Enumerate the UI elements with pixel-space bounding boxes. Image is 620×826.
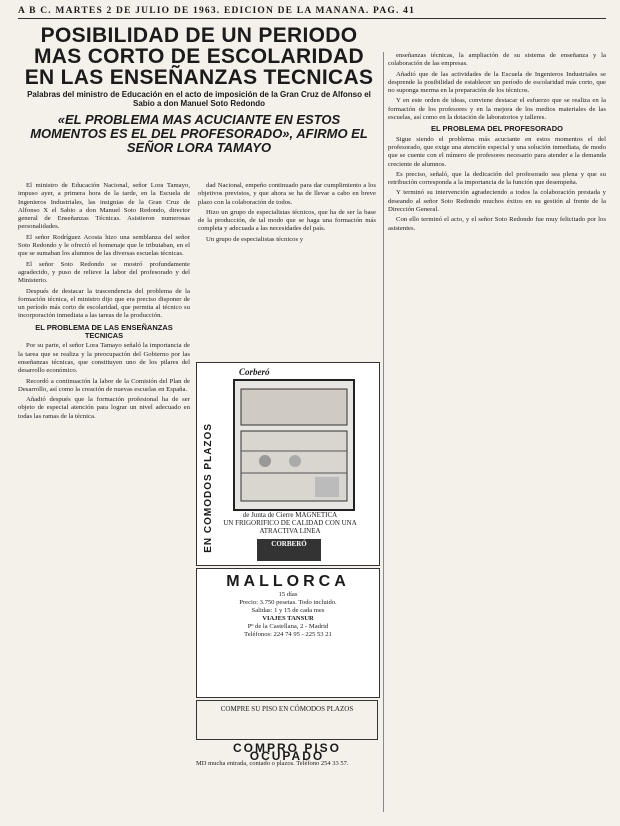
ad-brand: Corberó xyxy=(239,367,270,377)
fridge-illustration xyxy=(233,379,355,511)
quote-headline: «EL PROBLEMA MAS ACUCIANTE EN ESTOS MOMENTOS ES EL DEL PROFESORADO», AFIRMO EL SEÑOR LORA TAMAYO xyxy=(30,112,368,155)
paragraph: El ministro de Educación Nacional, señor Lora Tamayo, impuso ayer, a primera hora de la tarde, en la Escuela de Ingenieros Industriales, las insignias de la Gran Cruz de Alfonso X el Sabio a don Manuel Soto Redondo, director general de Enseñanzas Técnicas. Asistieron numerosas personalidades. xyxy=(18,182,190,231)
paragraph: Hizo un grupo de especialistas técnicos, que ha de ser la base de la producción, de tal modo que se haga una formación más completa y adecuada a las necesidades del país. xyxy=(198,208,376,233)
paragraph: Un grupo de especialistas técnicos y xyxy=(206,235,304,243)
article-column-3 xyxy=(388,52,606,812)
ad-caption xyxy=(205,511,375,535)
paragraph: dad Nacional, empeño continuado para dar cumplimiento a los objetivos previstos, y que ahora se ha de llevar a cabo en breve plazo con la colaboración de todos. xyxy=(198,182,376,206)
paragraph: Sigue siendo el problema más acuciante en estos momentos el del profesorado, que exige una atención especial y una solución inmediata, de modo que se cuente con el número de profesores necesario para atender a la demanda creciente de alumnos. xyxy=(388,135,606,168)
section-heading: EL PROBLEMA DE LAS ENSEÑANZAS TECNICAS xyxy=(35,322,173,341)
paragraph: Añadió después que la formación profesional ha de ser objeto de especial atención para lograr un nivel adecuado en todas las ramas de la técnica. xyxy=(18,396,190,420)
ad-side-text: EN COMODOS PLAZOS xyxy=(203,423,214,553)
ad-line: Salidas: 1 y 15 de cada mes xyxy=(251,607,325,614)
paragraph: Después de destacar la trascendencia del problema de la formación técnica, el ministro dijo que era preciso disponer de un período más corto de escolaridad, que permita al técnico su incorporación inmediata a las tareas de la producción. xyxy=(18,287,190,320)
paragraph: El señor Rodríguez Acosta hizo una semblanza del señor Soto Redondo y le ofreció el homenaje que le tributaban, en el que se sumaban los alumnos de las diversas escuelas técnicas. xyxy=(18,233,190,258)
headline: POSIBILIDAD DE UN PERIODO MAS CORTO DE ESCOLARIDAD EN LAS ENSEÑANZAS TECNICAS xyxy=(24,24,374,89)
classified-ad xyxy=(196,700,378,808)
paragraph: Y en este orden de ideas, conviene destacar el esfuerzo que se realiza en la formación de los profesores y en la mejora de los medios materiales de las escuelas, así como en la dotación de laboratorios y talleres. xyxy=(388,97,606,122)
paragraph: El señor Soto Redondo se mostró profundamente agradecido, y puso de relieve la labor del profesorado y del Ministerio. xyxy=(18,260,190,285)
ad-line: VIAJES TANSUR xyxy=(262,615,314,622)
paragraph: enseñanzas técnicas, la ampliación de su sistema de enseñanza y la colaboración de las empresas. xyxy=(388,52,606,68)
ad-line: Teléfonos: 224 74 95 - 225 53 21 xyxy=(244,631,332,638)
fridge-advertisement xyxy=(196,362,380,566)
article-column-2 xyxy=(198,182,376,357)
classified-line: MD mucha entrada, contado o plazos. Teléfono 254 33 57. xyxy=(196,760,349,767)
classified-title: COMPRO PISO OCUPADO xyxy=(232,741,341,763)
fridge-icon xyxy=(235,381,353,509)
page-header: A B C. MARTES 2 DE JULIO DE 1963. EDICION DE LA MAÑANA. PAG. 41 xyxy=(18,6,606,19)
subhead: Palabras del ministro de Educación en el acto de imposición de la Gran Cruz de Alfonso el Sabio a don Manuel Soto Redondo xyxy=(27,90,371,108)
ad-caption-1: de Junta de Cierre MAGNETICA xyxy=(242,511,338,519)
paragraph: Y terminó su intervención agradeciendo a todos la colaboración prestada y deseando al señor Soto Redondo muchos éxitos en su gestión al frente de la Dirección General. xyxy=(388,189,606,214)
paragraph: Recordó a continuación la labor de la Comisión del Plan de Desarrollo, así como la creación de nuevas escuelas en España. xyxy=(18,377,190,393)
ad-line: 15 días xyxy=(278,591,298,598)
paragraph: Añadió que de las actividades de la Escuela de Ingenieros Industriales se desprende la posibilidad de establecer un período de escolaridad más corto, que no suponga merma en la preparación de los técnicos. xyxy=(388,70,606,95)
classified-box: COMPRE SU PISO EN CÓMODOS PLAZOS xyxy=(196,700,378,740)
ad-line: Precio: 3.750 pesetas. Todo incluido. xyxy=(239,599,337,606)
ad-brand-box: CORBERÓ xyxy=(257,539,321,561)
paragraph: Es preciso, señaló, que la dedicación del profesorado sea plena y que su retribución corresponda a la importancia de la función que desempeña. xyxy=(388,170,606,187)
ad-caption-2: UN FRIGORIFICO DE CALIDAD CON UNA ATRACTIVA LINEA xyxy=(223,519,357,535)
article-column-1 xyxy=(18,182,190,810)
ad-title: MALLORCA xyxy=(226,573,350,590)
mallorca-advertisement xyxy=(196,568,380,698)
paragraph: Con ello terminó el acto, y el señor Soto Redondo fue muy felicitado por los asistentes. xyxy=(388,216,606,232)
section-heading: EL PROBLEMA DEL PROFESORADO xyxy=(431,124,563,134)
column-rule xyxy=(383,52,384,812)
ad-line: Pº de la Castellana, 2 - Madrid xyxy=(247,623,329,630)
paragraph: Por su parte, el señor Lora Tamayo señaló la importancia de la tarea que se realiza y la preocupación del Gobierno por las enseñanzas técnicas, que constituyen uno de los pilares del desarrollo económico. xyxy=(18,342,190,375)
